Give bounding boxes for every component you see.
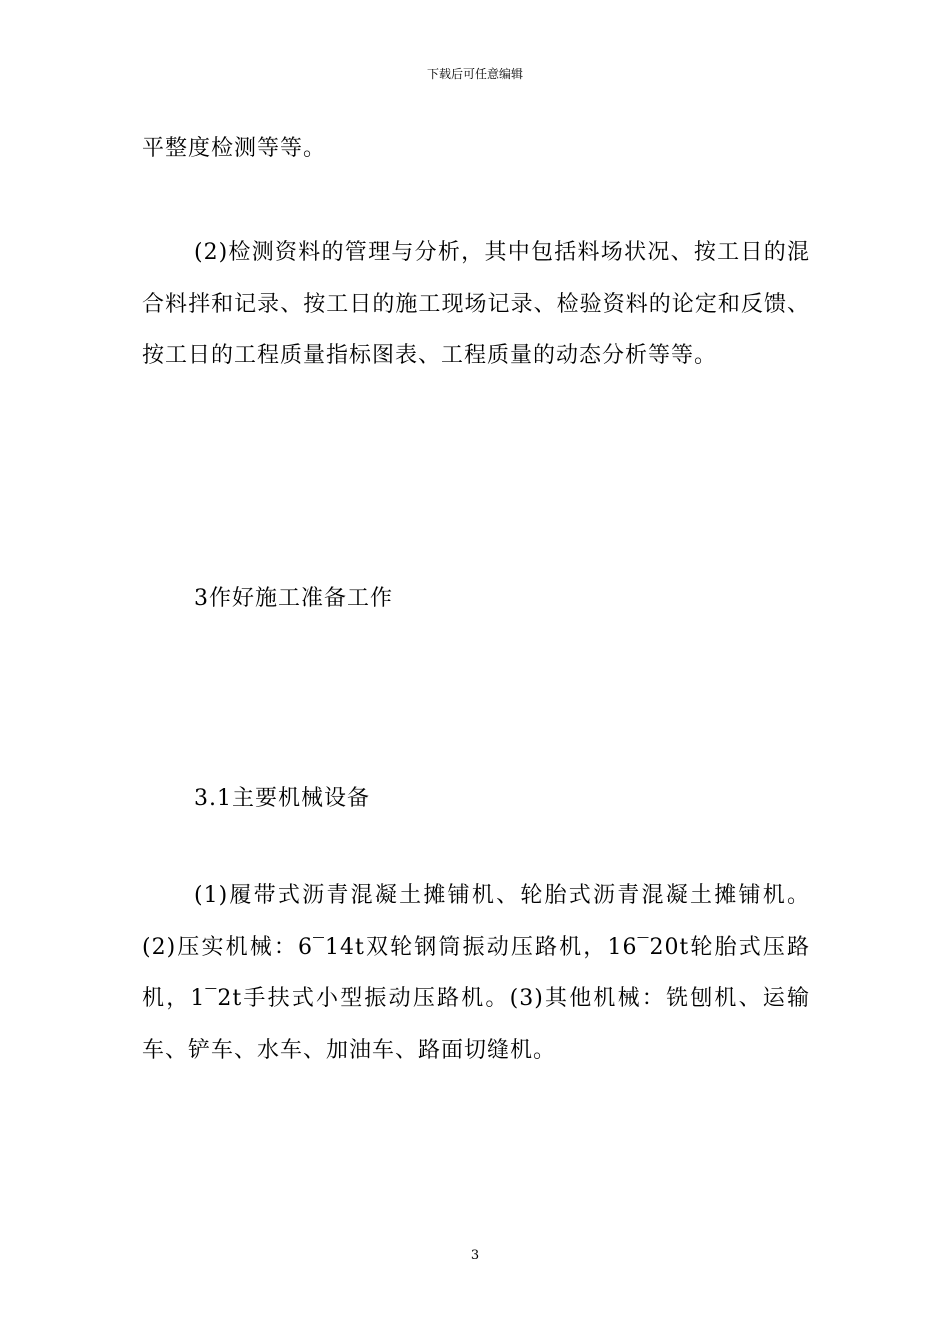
page-number: 3 [470, 1248, 480, 1263]
paragraph-machinery: (1)履带式沥青混凝土摊铺机、轮胎式沥青混凝土摊铺机。(2)压实机械：6‾14t双轮钢筒振动压路机，16‾20t轮胎式压路机，1‾2t手扶式小型振动压路机。(3)其他机械：铣刨机、运输车、铲车、水车、加油车、路面切缝机。 [142, 883, 810, 1063]
paragraph-continuation: 平整度检测等等。 [142, 136, 327, 161]
paragraph-data-management: (2)检测资料的管理与分析，其中包括料场状况、按工日的混合料拌和记录、按工日的施工现场记录、检验资料的论定和反馈、按工日的工程质量指标图表、工程质量的动态分析等等。 [142, 240, 810, 368]
section-heading-3-1: 3.1主要机械设备 [194, 786, 370, 811]
section-heading-3: 3作好施工准备工作 [194, 586, 393, 611]
page-header: 下载后可任意编辑 [426, 67, 523, 81]
